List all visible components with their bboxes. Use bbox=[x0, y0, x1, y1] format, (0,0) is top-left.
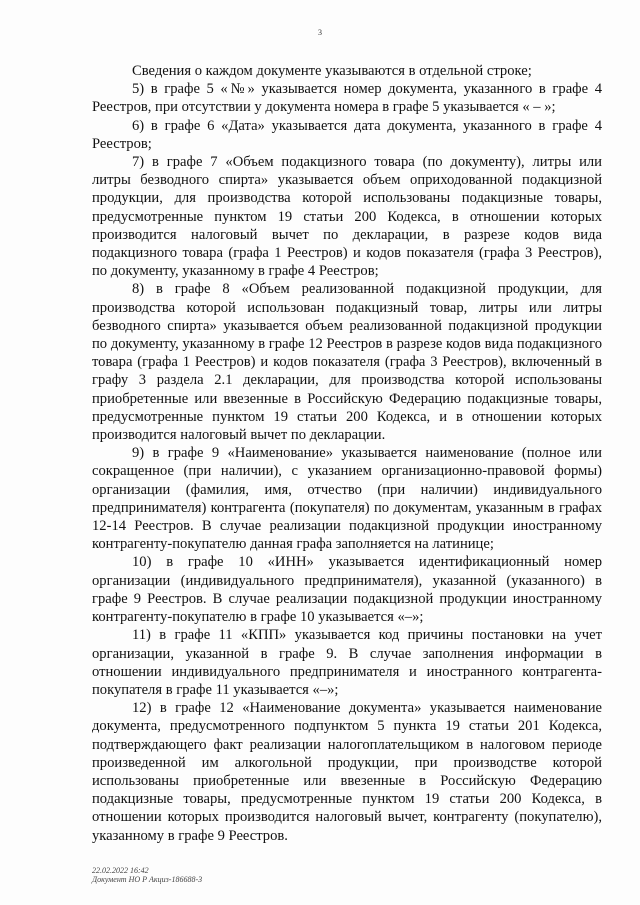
page-number: 3 bbox=[318, 28, 322, 37]
footer-date-time: 22.02.2022 16:42 bbox=[92, 866, 149, 875]
document-body bbox=[92, 62, 602, 845]
paragraph: 12) в графе 12 «Наименование документа» указывается наименование документа, предусмотренного подпунктом 5 пункта 19 статьи 201 Кодекса, подтверждающего факт реализации налогоплательщиком в налоговом периоде произведенной им алкогольной продукции, при производстве которой использованы приобретенные или ввезенные в Российскую Федерацию подакцизные товары, предусмотренные пунктом 19 статьи 200 Кодекса, в отношении которых производится налоговый вычет, контрагенту (покупателю), указанному в графе 9 Реестров. bbox=[92, 700, 602, 844]
document-footer bbox=[92, 866, 202, 884]
paragraph: 6) в графе 6 «Дата» указывается дата документа, указанного в графе 4 Реестров; bbox=[92, 117, 602, 152]
paragraph: 11) в графе 11 «КПП» указывается код причины постановки на учет организации, указанной в графе 9. В случае заполнения информации в отношении индивидуального предпринимателя и иностранного контрагента-покупателя в графе 11 указывается «–»; bbox=[92, 627, 602, 698]
paragraph: 5) в графе 5 «№» указывается номер документа, указанного в графе 4 Реестров, при отсутствии у документа номера в графе 5 указывается « – »; bbox=[92, 81, 602, 116]
paragraph: 7) в графе 7 «Объем подакцизного товара (по документу), литры или литры безводного спирта» указывается объем оприходованной подакцизной продукции, для производства которой использованы подакцизные товары, предусмотренные пунктом 19 статьи 200 Кодекса, в отношении которых производится налоговый вычет по декларации, в разрезе кодов вида подакцизного товара (графа 1 Реестров) и кодов показателя (графа 3 Реестров), по документу, указанному в графе 4 Реестров; bbox=[92, 154, 602, 280]
paragraph: 10) в графе 10 «ИНН» указывается идентификационный номер организации (индивидуального предпринимателя), указанной (указанного) в графе 9 Реестров. В случае реализации подакцизной продукции иностранному контрагенту-покупателю в графе 10 указывается «–»; bbox=[92, 554, 602, 626]
footer-system-id: Документ НО Р Акциз-186688-3 bbox=[92, 875, 203, 884]
paragraph: 9) в графе 9 «Наименование» указывается наименование (полное или сокращенное (при наличии), с указанием организационно-правовой формы) организации (фамилия, имя, отчество (при наличии) индивидуального предпринимателя) контрагента (покупателя) по документам, указанным в графах 12-14 Реестров. В случае реализации подакцизной продукции иностранному контрагенту-покупателю данная графа заполняется на латинице; bbox=[92, 445, 602, 553]
paragraph: Сведения о каждом документе указываются в отдельной строке; bbox=[132, 63, 532, 79]
paragraph: 8) в графе 8 «Объем реализованной подакцизной продукции, для производства которой использован подакцизный товар, литры или литры безводного спирта» указывается объем реализованной подакцизной продукции по документу, указанному в графе 12 Реестров в разрезе кодов вида подакцизного товара (графа 1 Реестров) и кодов показателя (графа 3 Реестров), включенный в графу 3 раздела 2.1 декларации, для производства которой использованы приобретенные или ввезенные в Российскую Федерацию подакцизные товары, предусмотренные пунктом 19 статьи 200 Кодекса, и в отношении которых производится налоговый вычет по декларации. bbox=[92, 281, 602, 444]
